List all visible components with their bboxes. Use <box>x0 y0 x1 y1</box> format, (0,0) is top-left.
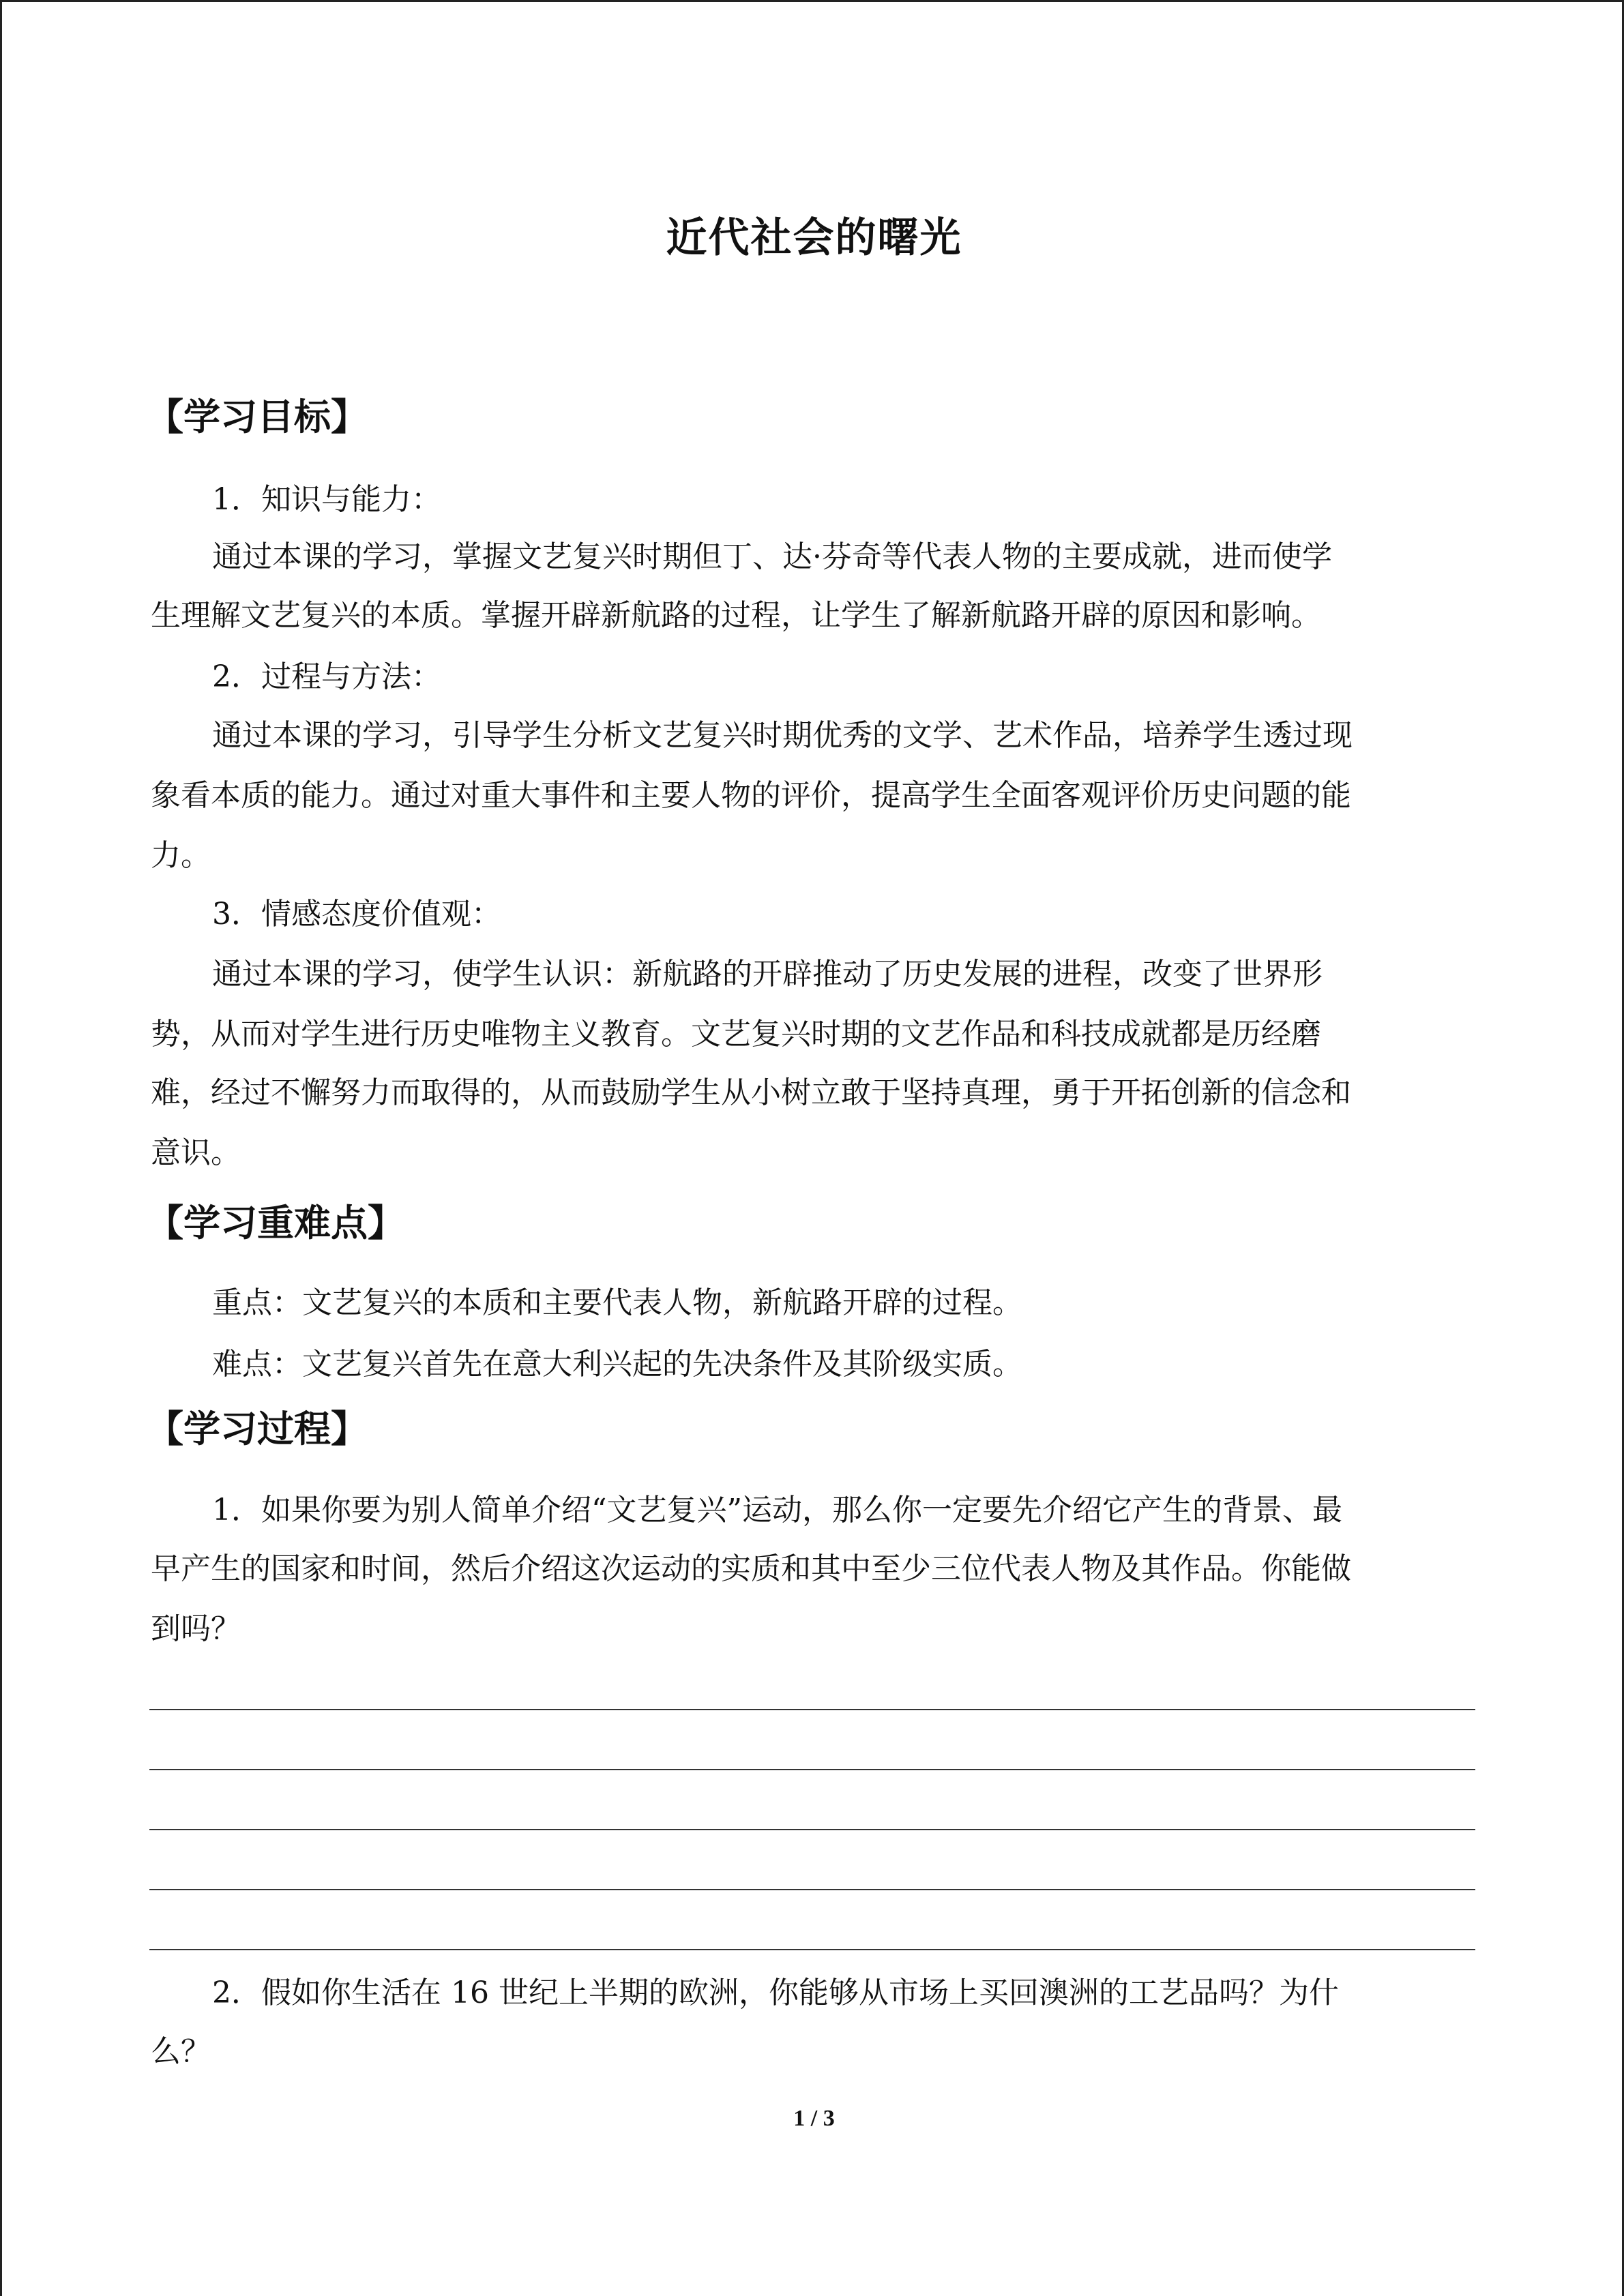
answer-line[interactable] <box>149 1709 1475 1710</box>
answer-line[interactable] <box>149 1769 1475 1770</box>
goal-item-2-text-line: 力。 <box>151 838 211 873</box>
goal-item-1-text-line: 生理解文艺复兴的本质。掌握开辟新航路的过程，让学生了解新航路开辟的原因和影响。 <box>151 598 1321 633</box>
goal-item-3-label: 3．情感态度价值观： <box>212 897 501 931</box>
question-2-line: 么？ <box>151 2034 211 2069</box>
question-1-line: 1．如果你要为别人简单介绍“文艺复兴”运动，那么你一定要先介绍它产生的背景、最 <box>212 1493 1342 1527</box>
answer-line[interactable] <box>149 1949 1475 1950</box>
goal-item-2-text-line: 象看本质的能力。通过对重大事件和主要人物的评价，提高学生全面客观评价历史问题的能 <box>151 778 1351 813</box>
question-1-line: 早产生的国家和时间，然后介绍这次运动的实质和其中至少三位代表人物及其作品。你能做 <box>151 1551 1351 1586</box>
section-heading-process: 【学习过程】 <box>147 1407 368 1450</box>
page-number: 1 / 3 <box>793 2106 835 2131</box>
answer-line[interactable] <box>149 1889 1475 1890</box>
document-title: 近代社会的曙光 <box>666 214 962 262</box>
answer-line[interactable] <box>149 1829 1475 1830</box>
goal-item-3-text-line: 势，从而对学生进行历史唯物主义教育。文艺复兴时期的文艺作品和科技成就都是历经磨 <box>151 1017 1321 1052</box>
goal-item-3-text-line: 通过本课的学习，使学生认识：新航路的开辟推动了历史发展的进程，改变了世界形 <box>212 957 1323 992</box>
question-2-line: 2．假如你生活在 16 世纪上半期的欧洲，你能够从市场上买回澳洲的工艺品吗？为什 <box>212 1976 1339 2010</box>
section-heading-goals: 【学习目标】 <box>147 396 368 438</box>
goal-item-3-text-line: 难，经过不懈努力而取得的，从而鼓励学生从小树立敢于坚持真理，勇于开拓创新的信念和 <box>151 1075 1351 1110</box>
goal-item-2-label: 2．过程与方法： <box>212 659 441 694</box>
section-heading-keypoints: 【学习重难点】 <box>147 1202 404 1244</box>
goal-item-3-text-line: 意识。 <box>151 1135 241 1170</box>
difficult-point-text: 难点：文艺复兴首先在意大利兴起的先决条件及其阶级实质。 <box>212 1347 1022 1382</box>
key-point-text: 重点：文艺复兴的本质和主要代表人物，新航路开辟的过程。 <box>212 1285 1022 1320</box>
goal-item-1-label: 1．知识与能力： <box>212 482 441 517</box>
goal-item-1-text-line: 通过本课的学习，掌握文艺复兴时期但丁、达·芬奇等代表人物的主要成就，进而使学 <box>212 539 1332 574</box>
question-1-line: 到吗？ <box>151 1611 241 1646</box>
goal-item-2-text-line: 通过本课的学习，引导学生分析文艺复兴时期优秀的文学、艺术作品，培养学生透过现 <box>212 718 1353 753</box>
